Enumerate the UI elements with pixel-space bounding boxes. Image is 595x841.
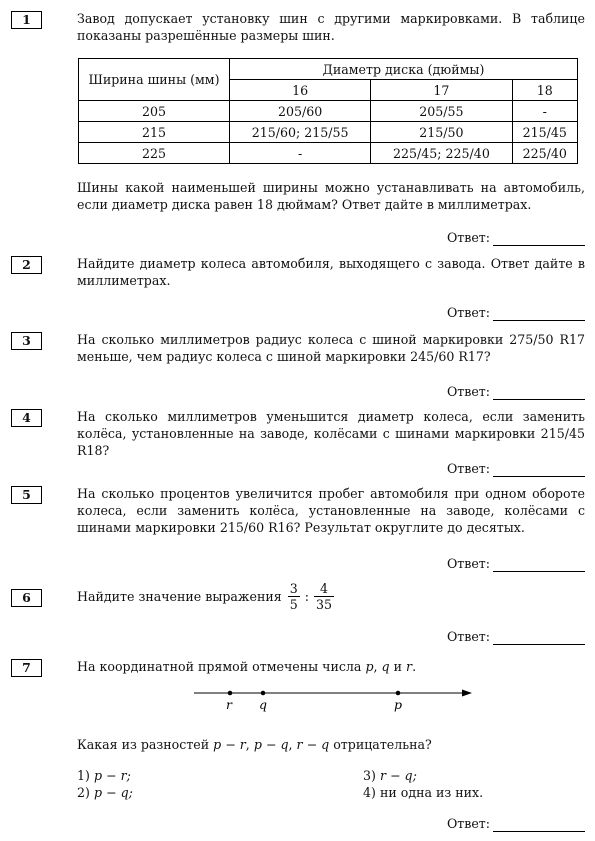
- answer-label: Ответ:: [446, 629, 490, 644]
- question-number-3: 3: [11, 332, 42, 350]
- table-cell: 215/60; 215/55: [230, 122, 371, 143]
- option-2[interactable]: [77, 784, 133, 801]
- question-6-expression: [77, 581, 336, 612]
- question-number-5: 5: [11, 486, 42, 504]
- option-3[interactable]: [363, 767, 483, 784]
- answer-label: Ответ:: [446, 816, 490, 831]
- answer-line-4: [435, 460, 585, 477]
- diameter-16: 16: [230, 80, 371, 101]
- question-number-1: 1: [11, 11, 42, 29]
- question-7-prompt: [77, 736, 585, 753]
- var-q: q: [381, 659, 390, 674]
- answer-line-1: [435, 229, 585, 246]
- option-number: 1): [77, 768, 90, 783]
- var-r: r: [406, 659, 413, 674]
- axis-arrow-icon: [462, 690, 472, 697]
- option-1[interactable]: [77, 767, 133, 784]
- question-number-4: 4: [11, 409, 42, 427]
- question-number-2: 2: [11, 256, 42, 274]
- header-tire-width: Ширина шины (мм): [79, 59, 230, 101]
- point-r: [228, 691, 233, 696]
- question-1-intro: Завод допускает установку шин с другими маркировками. В таблице показаны разрешённые размеры шин.: [77, 11, 585, 43]
- options-left: [77, 767, 133, 801]
- var-p: p: [365, 659, 374, 674]
- prompt-lead: Какая из разностей: [77, 737, 210, 752]
- question-number-7: 7: [11, 659, 42, 677]
- comma: ,: [245, 737, 250, 752]
- answer-field-5[interactable]: [493, 559, 585, 572]
- label-p: p: [394, 697, 403, 712]
- question-7-text: На координатной прямой отмечены числа p, q и r.: [77, 659, 417, 674]
- option-number: 3): [363, 768, 376, 783]
- table-cell: 205/55: [371, 101, 512, 122]
- coordinate-line: [190, 685, 480, 713]
- fraction-numerator: 3: [289, 581, 298, 596]
- comma: ,: [288, 737, 293, 752]
- fraction-numerator: 4: [314, 581, 334, 597]
- question-number-6: 6: [11, 589, 42, 607]
- table-cell: -: [230, 143, 371, 164]
- question-7-lead: На координатной прямой отмечены числа: [77, 659, 362, 674]
- table-cell: 215/50: [371, 122, 512, 143]
- table-cell: 215/45: [512, 122, 577, 143]
- prompt-tail: отрицательна?: [333, 737, 432, 752]
- question-5-text: На сколько процентов увеличится пробег автомобиля при одном обороте колеса, если заменить колёса, установленные на заводе, колёсами с шинами маркировки 215/60 R16? Результат округлите до десятых.: [77, 486, 585, 535]
- answer-line-2: [435, 304, 585, 321]
- answer-field-1[interactable]: [493, 233, 585, 246]
- option-number: 4): [363, 785, 376, 800]
- fraction-denominator: 35: [315, 597, 333, 612]
- fraction-denominator: 5: [289, 597, 298, 612]
- answer-line-3: [435, 383, 585, 400]
- answer-line-5: [435, 555, 585, 572]
- table-cell: -: [512, 101, 577, 122]
- table-row: [79, 101, 578, 122]
- division-operator: :: [304, 589, 309, 604]
- options-right: [363, 767, 483, 801]
- table-row: [79, 122, 578, 143]
- option-text: ни одна из них.: [379, 785, 484, 800]
- table-row: [79, 143, 578, 164]
- answer-line-6: [435, 628, 585, 645]
- diameter-18: 18: [512, 80, 577, 101]
- difference-1: p − r: [213, 737, 246, 752]
- answer-label: Ответ:: [446, 556, 490, 571]
- and-word: и: [393, 659, 403, 674]
- diameter-17: 17: [371, 80, 512, 101]
- tire-size-table: [78, 58, 578, 164]
- label-q: q: [259, 697, 268, 712]
- point-q: [261, 691, 266, 696]
- question-3-text: На сколько миллиметров радиус колеса с шиной маркировки 275/50 R17 меньше, чем радиус колеса с шиной маркировки 245/60 R17?: [77, 332, 585, 364]
- difference-3: r − q: [296, 737, 330, 752]
- table-cell: 215: [79, 122, 230, 143]
- answer-field-7[interactable]: [493, 819, 585, 832]
- fraction-4-35: [314, 581, 334, 612]
- option-expression: r − q;: [379, 768, 417, 783]
- difference-2: p − q: [253, 737, 289, 752]
- fraction-3-5: [288, 581, 300, 612]
- table-cell: 205: [79, 101, 230, 122]
- point-p: [396, 691, 401, 696]
- question-6-text: Найдите значение выражения: [77, 589, 282, 604]
- comma: ,: [373, 659, 378, 674]
- question-4-text: На сколько миллиметров уменьшится диаметр колеса, если заменить колёса, установленные на заводе, колёсами с шинами маркировки 215/45 R18?: [77, 409, 585, 458]
- table-cell: 225/40: [512, 143, 577, 164]
- answer-line-7: [435, 815, 585, 832]
- table-cell: 225/45; 225/40: [371, 143, 512, 164]
- table-header-row: [79, 59, 578, 80]
- header-rim-diameter: Диаметр диска (дюймы): [230, 59, 578, 80]
- option-expression: p − r;: [93, 768, 131, 783]
- answer-label: Ответ:: [446, 461, 490, 476]
- question-2-text: Найдите диаметр колеса автомобиля, выходящего с завода. Ответ дайте в миллиметрах.: [77, 256, 585, 288]
- table-cell: 205/60: [230, 101, 371, 122]
- answer-field-6[interactable]: [493, 632, 585, 645]
- question-1-text: Шины какой наименьшей ширины можно устанавливать на автомобиль, если диаметр диска равен 18 дюймам? Ответ дайте в миллиметрах.: [77, 180, 585, 212]
- answer-field-4[interactable]: [493, 464, 585, 477]
- answer-label: Ответ:: [446, 305, 490, 320]
- table-cell: 225: [79, 143, 230, 164]
- option-4[interactable]: [363, 784, 483, 801]
- answer-field-3[interactable]: [493, 387, 585, 400]
- answer-label: Ответ:: [446, 384, 490, 399]
- option-number: 2): [77, 785, 90, 800]
- answer-label: Ответ:: [446, 230, 490, 245]
- option-expression: p − q;: [93, 785, 133, 800]
- answer-field-2[interactable]: [493, 308, 585, 321]
- label-r: r: [226, 697, 232, 712]
